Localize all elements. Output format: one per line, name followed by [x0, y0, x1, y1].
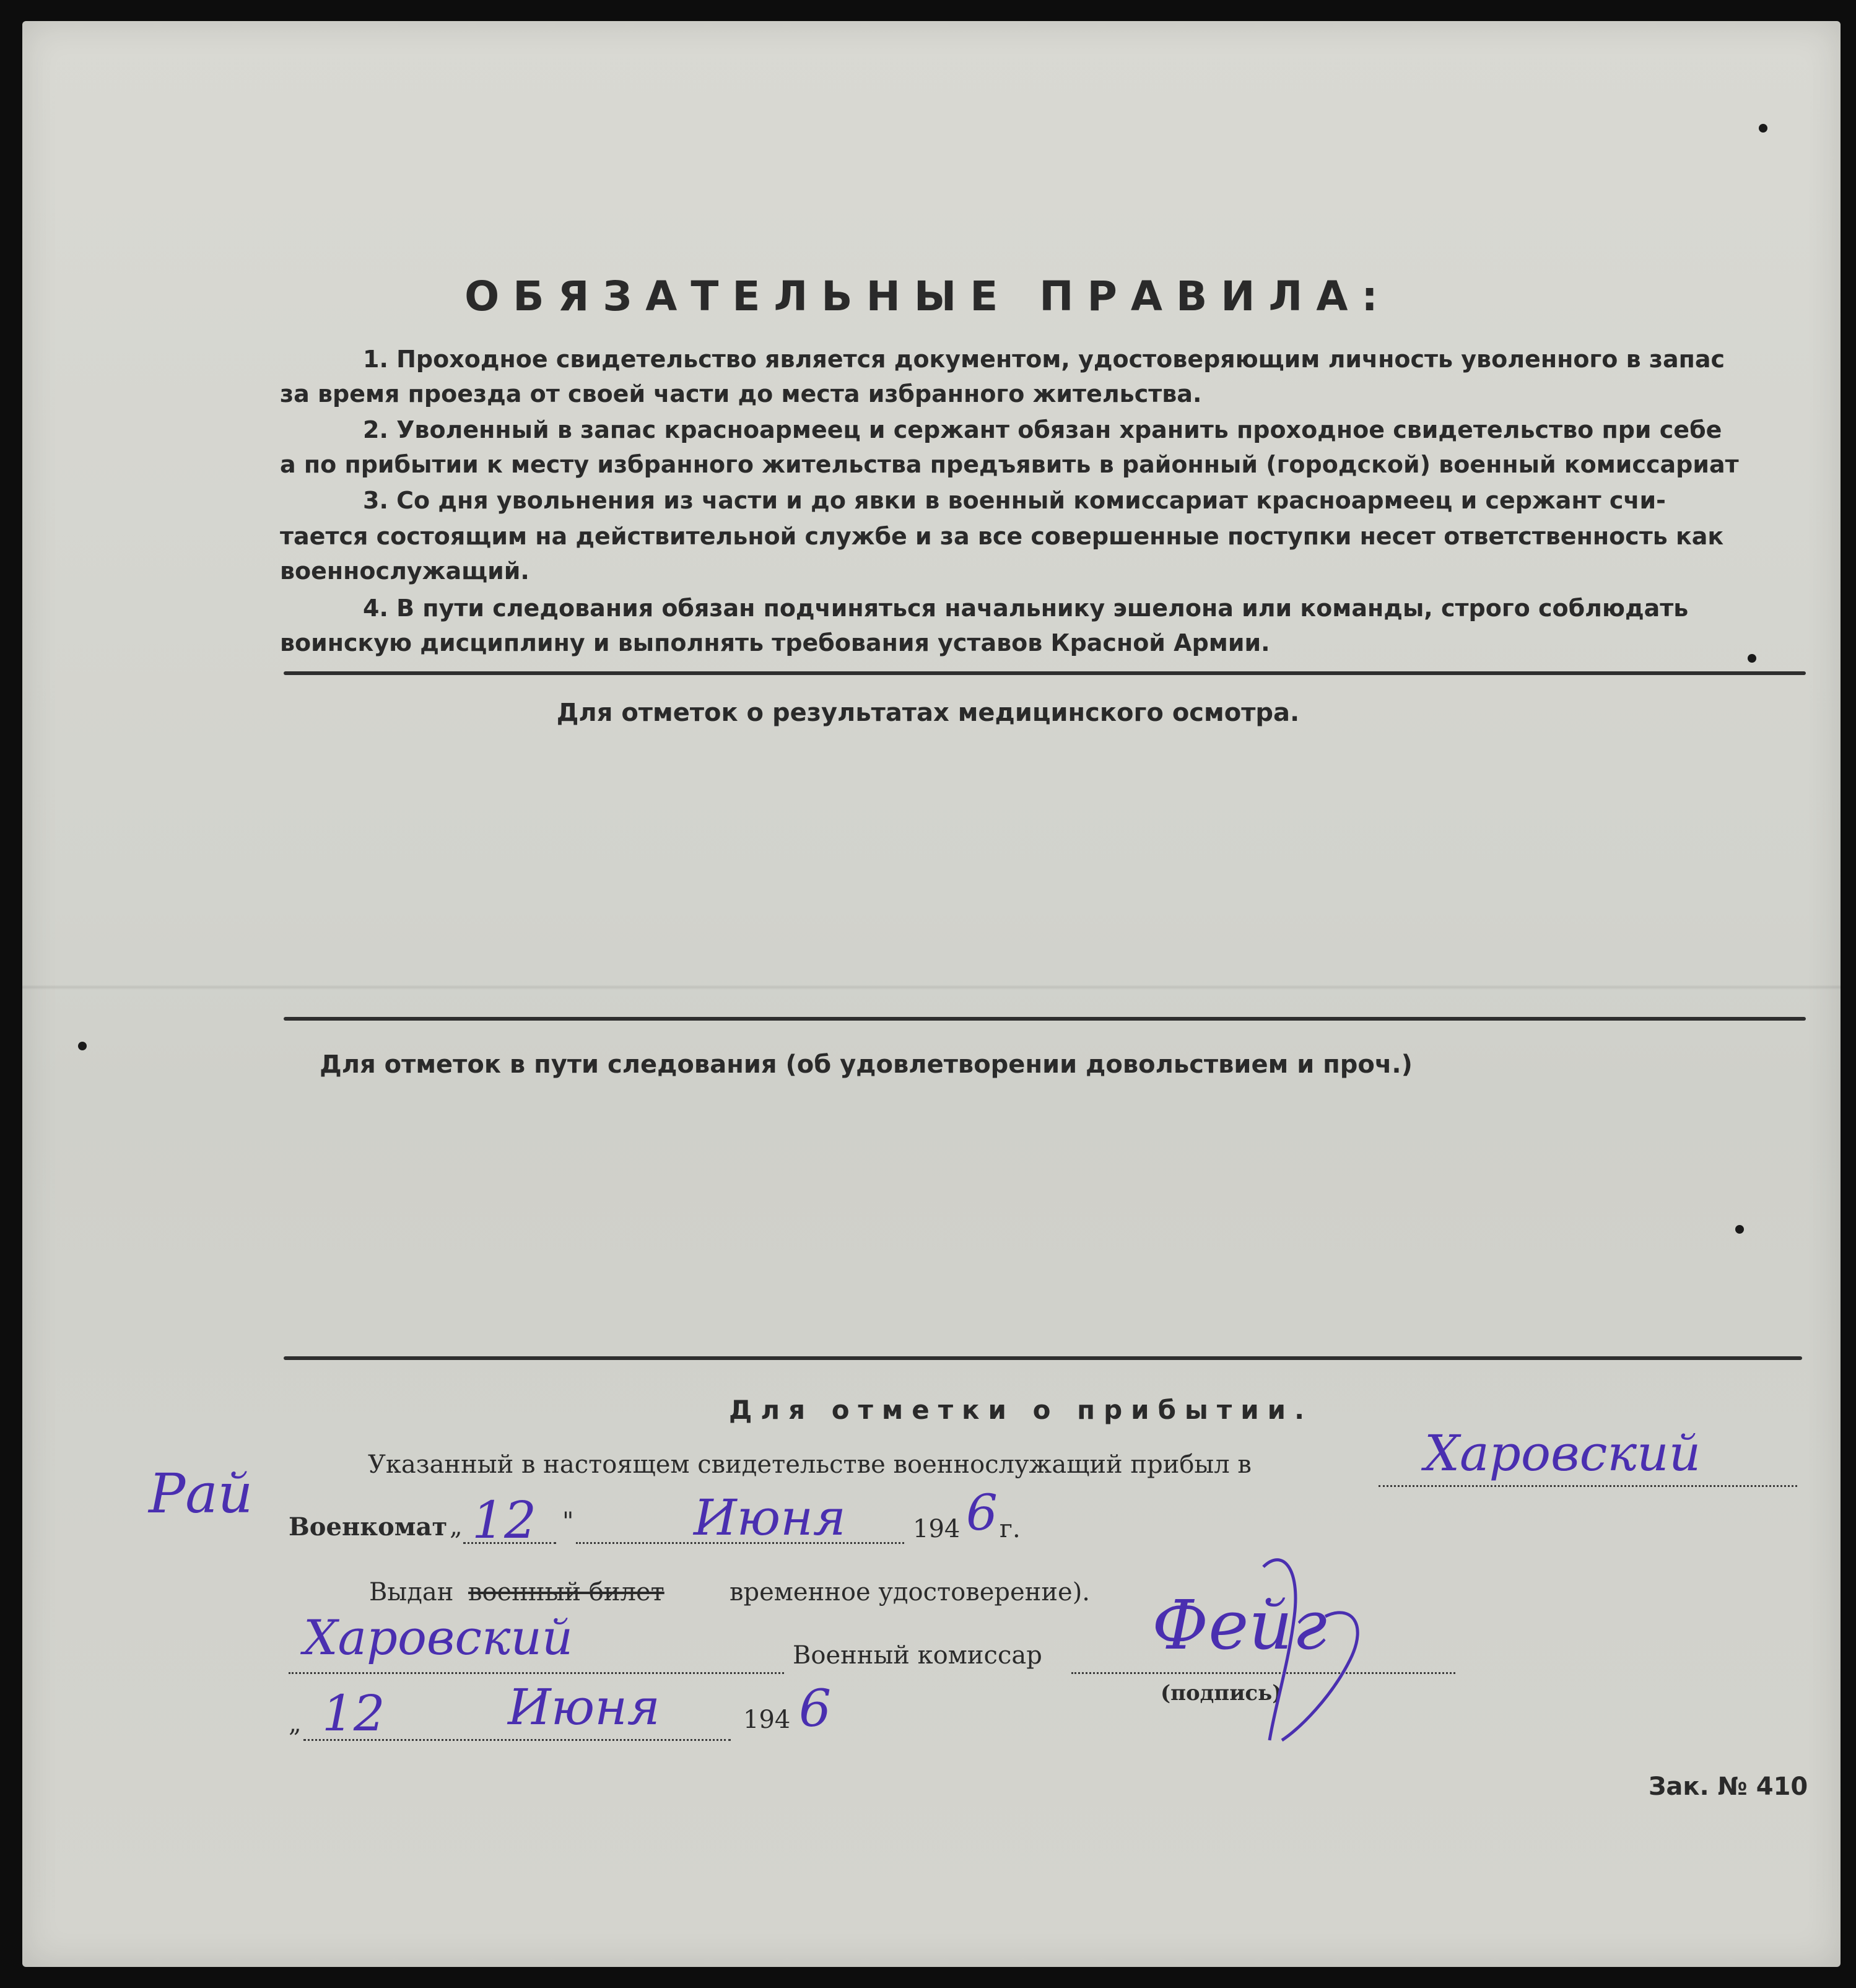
issue-year-handwritten: 6	[799, 1680, 832, 1738]
issue-year-prefix: 194	[743, 1706, 791, 1734]
punch-hole	[1735, 1225, 1744, 1234]
commissar-label: Военный комиссар	[793, 1641, 1042, 1670]
arrival-year-handwritten: 6	[966, 1484, 998, 1541]
section-divider	[284, 671, 1806, 675]
rule-line: воинскую дисциплину и выполнять требования уставов Красной Армии.	[280, 629, 1270, 656]
section-divider	[284, 1017, 1806, 1021]
order-number: Зак. № 410	[1649, 1772, 1808, 1801]
rule-line: 4. В пути следования обязан подчиняться начальнику эшелона или команды, строго соблюдать	[363, 595, 1689, 622]
section-divider	[284, 1356, 1802, 1360]
issued-struck-option: военный билет	[468, 1578, 664, 1607]
rule-line: 1. Проходное свидетельство является документом, удостоверяющим личность уволенного в запас	[363, 346, 1725, 373]
arrival-statement: Указанный в настоящем свидетельстве военнослужащий прибыл в	[368, 1450, 1252, 1479]
issued-option: временное удостоверение).	[730, 1578, 1091, 1607]
arrival-year-prefix: 194	[913, 1515, 961, 1543]
rule-line: тается состоящим на действительной службе и за все совершенные поступки несет ответственность как	[280, 523, 1724, 550]
punch-hole	[78, 1042, 87, 1050]
arrival-place-field[interactable]	[1379, 1485, 1797, 1487]
punch-hole	[1759, 124, 1767, 133]
issue-day-handwritten: 12	[322, 1685, 385, 1742]
rule-line: 3. Со дня увольнения из части и до явки в военный комиссариат красноармеец и сержант счи-	[363, 487, 1666, 514]
arrival-day-handwritten: 12	[472, 1491, 537, 1550]
issuing-place-handwritten: Харовский	[303, 1610, 573, 1666]
arrival-month-handwritten: Июня	[694, 1489, 846, 1546]
rule-line: 2. Уволенный в запас красноармеец и сержант обязан хранить проходное свидетельство при себе	[363, 416, 1722, 443]
issuing-place-field[interactable]	[289, 1672, 784, 1674]
arrival-place-handwritten: Харовский	[1424, 1424, 1701, 1482]
quote-mark: „	[289, 1709, 302, 1738]
voenkomat-label: Военкомат	[289, 1512, 448, 1541]
signature-caption: (подпись)	[1161, 1681, 1283, 1706]
commissar-signature: Фейг	[1152, 1585, 1327, 1665]
medical-exam-heading: Для отметок о результатах медицинского осмотра.	[556, 699, 1300, 727]
issue-month-handwritten: Июня	[508, 1678, 660, 1736]
issued-label: Выдан	[369, 1578, 454, 1607]
quote-mark: „	[450, 1512, 463, 1541]
page-title: ОБЯЗАТЕЛЬНЫЕ ПРАВИЛА:	[464, 272, 1392, 320]
fold-crease	[22, 985, 1841, 990]
signature-stroke	[1226, 1542, 1412, 1746]
route-notes-heading: Для отметок в пути следования (об удовлетворении довольствием и проч.)	[320, 1050, 1413, 1079]
margin-handwritten: Рай	[149, 1462, 253, 1525]
arrival-heading: Для отметки о прибытии.	[728, 1395, 1314, 1425]
punch-hole	[1748, 654, 1756, 663]
rule-line: а по прибытии к месту избранного жительства предъявить в районный (городской) военный комиссариат	[280, 451, 1739, 478]
rule-line: за время проезда от своей части до места избранного жительства.	[280, 380, 1202, 408]
quote-mark: "	[562, 1507, 574, 1536]
year-suffix: г.	[1000, 1515, 1021, 1543]
rule-line: военнослужащий.	[280, 557, 529, 585]
